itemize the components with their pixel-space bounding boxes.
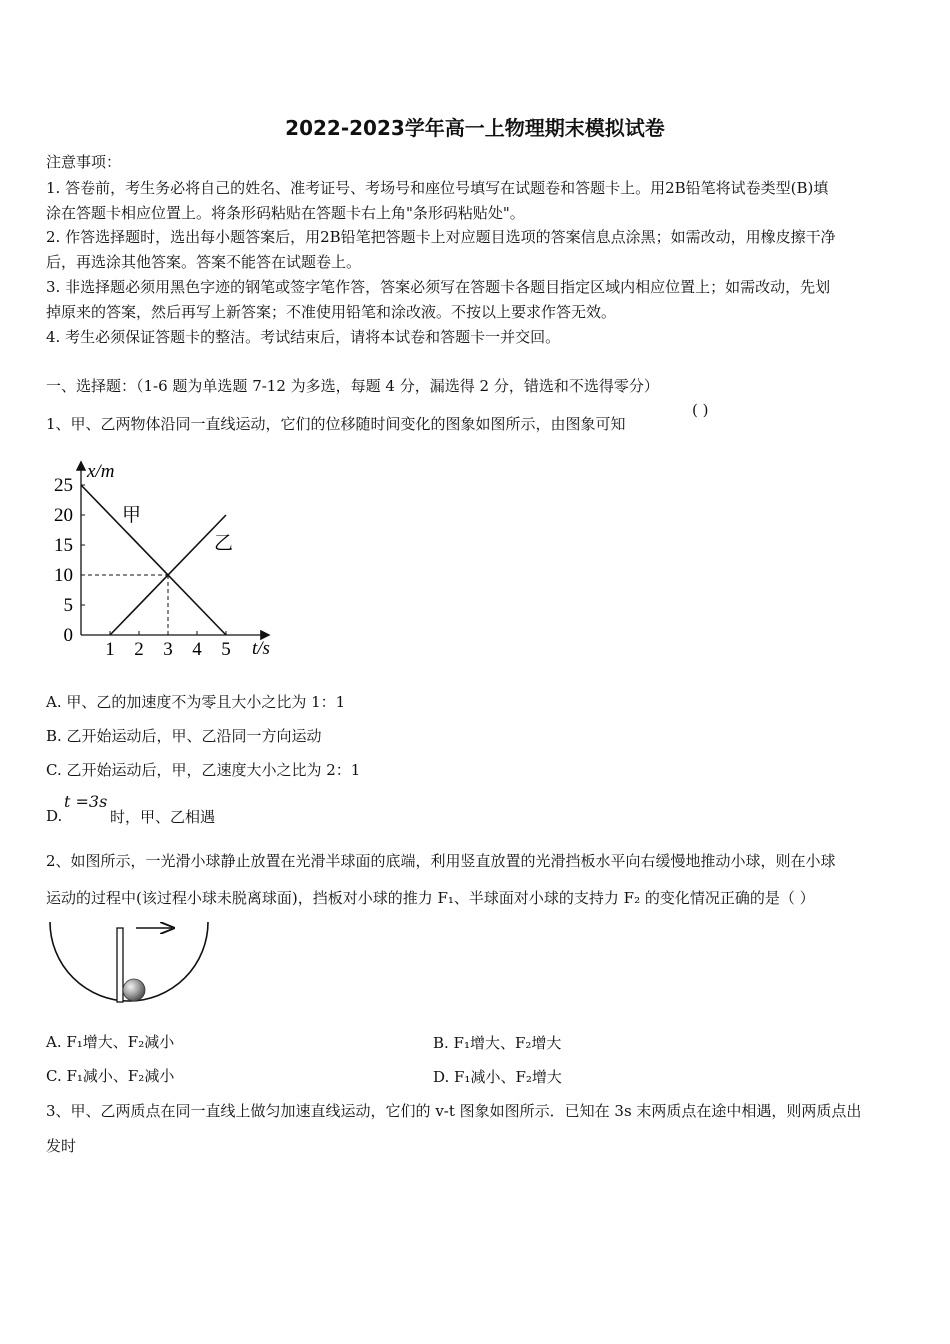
- q1-option-d-text: 时，甲、乙相遇: [110, 808, 216, 826]
- q2-option-d: D. F₁减小、F₂增大: [433, 1068, 562, 1086]
- q2-option-b: B. F₁增大、F₂增大: [433, 1034, 562, 1052]
- q1-option-d-math: t =3s: [64, 792, 108, 811]
- notice-line: 后，再选涂其他答案。答案不能答在试题卷上。: [46, 253, 362, 271]
- y-tick-label: 15: [54, 535, 73, 556]
- x-tick-label: 2: [134, 639, 144, 660]
- q2-option-c: C. F₁减小、F₂减小: [46, 1067, 175, 1085]
- q1-option-a: A. 甲、乙的加速度不为零且大小之比为 1：1: [46, 693, 346, 711]
- x-tick-label: 1: [105, 639, 115, 660]
- y-axis-label: x/m: [87, 461, 115, 482]
- q1-option-b: B. 乙开始运动后，甲、乙沿同一方向运动: [46, 727, 322, 745]
- y-tick-label: 0: [63, 625, 73, 646]
- notice-line: 涂在答题卡相应位置上。将条形码粘贴在答题卡右上角"条形码粘贴处"。: [46, 204, 525, 222]
- notice-line: 掉原来的答案，然后再写上新答案；不准使用铅笔和涂改液。不按以上要求作答无效。: [46, 303, 617, 321]
- y-tick-label: 25: [54, 475, 73, 496]
- series-label-yi: 乙: [214, 533, 234, 554]
- q3-stem-line1: 3、甲、乙两质点在同一直线上做匀加速直线运动，它们的 v-t 图象如图所示．已知在 3s 末两质点在途中相遇，则两质点出: [46, 1102, 862, 1120]
- x-tick-label: 3: [163, 639, 173, 660]
- q2-hemisphere-figure: [44, 916, 214, 1008]
- q1-answer-paren: ( ): [692, 401, 709, 419]
- y-tick-label: 5: [63, 595, 73, 616]
- y-tick-label: 10: [54, 565, 73, 586]
- notice-line: 1. 答卷前，考生务必将自己的姓名、准考证号、考场号和座位号填写在试题卷和答题卡上。用2B铅笔将试卷类型(B)填: [46, 179, 829, 197]
- section-heading: 一、选择题：（1-6 题为单选题 7-12 为多选，每题 4 分，漏选得 2 分，错选和不选得零分）: [46, 377, 659, 395]
- ball: [123, 979, 145, 1001]
- baffle-board: [117, 928, 123, 1002]
- q2-stem-line2: 运动的过程中(该过程小球未脱离球面)，挡板对小球的推力 F₁、半球面对小球的支持力 F₂ 的变化情况正确的是（ ）: [46, 889, 815, 907]
- notice-line: 4. 考生必须保证答题卡的整洁。考试结束后，请将本试卷和答题卡一并交回。: [46, 328, 561, 346]
- q1-xt-chart: [40, 455, 300, 665]
- series-label-jia: 甲: [122, 505, 142, 526]
- series-line-jia: [81, 485, 226, 635]
- q2-option-a: A. F₁增大、F₂减小: [46, 1033, 175, 1051]
- q1-option-d-label: D.: [46, 807, 63, 825]
- q3-stem-line2: 发时: [46, 1137, 77, 1155]
- q2-stem-line1: 2、如图所示，一光滑小球静止放置在光滑半球面的底端，利用竖直放置的光滑挡板水平向右缓慢地推动小球，则在小球: [46, 852, 836, 870]
- notice-line: 3. 非选择题必须用黑色字迹的钢笔或签字笔作答，答案必须写在答题卡各题目指定区域内相应位置上；如需改动，先划: [46, 278, 831, 296]
- y-tick-label: 20: [54, 505, 73, 526]
- q1-option-c: C. 乙开始运动后，甲，乙速度大小之比为 2：1: [46, 761, 361, 779]
- notice-heading: 注意事项：: [46, 153, 122, 171]
- notice-line: 2. 作答选择题时，选出每小题答案后，用2B铅笔把答题卡上对应题目选项的答案信息点涂黑；如需改动，用橡皮擦干净: [46, 228, 836, 246]
- q1-stem: 1、甲、乙两物体沿同一直线运动，它们的位移随时间变化的图象如图所示，由图象可知: [46, 415, 626, 433]
- x-tick-label: 5: [221, 639, 231, 660]
- page-title: 2022-2023学年高一上物理期末模拟试卷: [285, 116, 665, 140]
- x-tick-label: 4: [192, 639, 202, 660]
- x-axis-label: t/s: [252, 638, 270, 659]
